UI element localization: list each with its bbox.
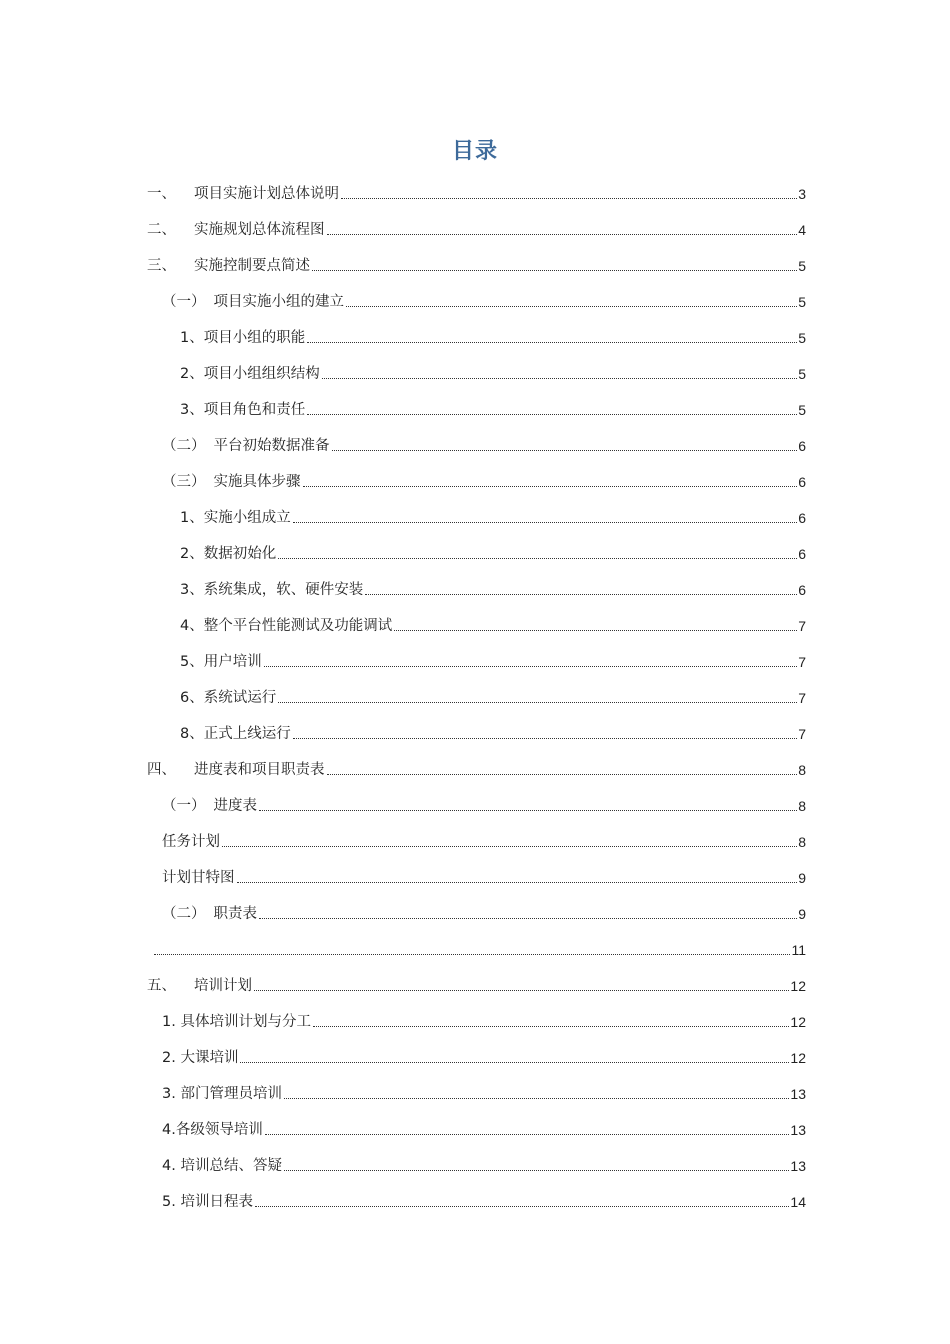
toc-entry-label: 4.各级领导培训 — [162, 1122, 263, 1138]
toc-entry[interactable] — [162, 792, 806, 816]
dot-leader — [278, 702, 797, 703]
toc-entry-label: 6、系统试运行 — [180, 690, 277, 706]
toc-entry-page: 12 — [790, 978, 806, 994]
toc-entry-page: 3 — [798, 186, 806, 202]
toc-entry[interactable] — [152, 936, 806, 960]
toc-entry-page: 8 — [798, 798, 806, 814]
toc-entry[interactable] — [147, 216, 806, 240]
toc-entry-label: 1. 具体培训计划与分工 — [162, 1014, 311, 1030]
dot-leader — [312, 270, 797, 271]
toc-entry[interactable] — [180, 396, 806, 420]
toc-entry-page: 13 — [790, 1158, 806, 1174]
dot-leader — [307, 342, 797, 343]
toc-entry-page: 7 — [798, 654, 806, 670]
dot-leader — [293, 738, 797, 739]
dot-leader — [284, 1098, 789, 1099]
toc-entry-label: 2、数据初始化 — [180, 546, 277, 562]
toc-entry-label: 3、系统集成，软、硬件安装 — [180, 582, 364, 598]
toc-entry[interactable] — [180, 648, 806, 672]
toc-entry-page: 6 — [798, 438, 806, 454]
toc-entry-label: 项目实施计划总体说明 — [194, 186, 339, 202]
toc-entry[interactable] — [162, 1188, 806, 1212]
toc-entry-number: （一） — [162, 798, 206, 814]
toc-entry-page: 14 — [790, 1194, 806, 1210]
toc-entry-page: 12 — [790, 1050, 806, 1066]
toc-entry[interactable] — [162, 432, 806, 456]
toc-entry-label: 5. 培训日程表 — [162, 1194, 253, 1210]
toc-entry[interactable] — [162, 1044, 806, 1068]
toc-entry[interactable] — [180, 540, 806, 564]
toc-entry-page: 13 — [790, 1122, 806, 1138]
toc-entry[interactable] — [162, 828, 806, 852]
toc-entry-page: 9 — [798, 870, 806, 886]
dot-leader — [346, 306, 797, 307]
dot-leader — [264, 666, 797, 667]
dot-leader — [327, 234, 798, 235]
toc-entry-page: 7 — [798, 726, 806, 742]
toc-entry-label: 实施规划总体流程图 — [194, 222, 325, 238]
toc-entry-page: 5 — [798, 402, 806, 418]
dot-leader — [341, 198, 797, 199]
dot-leader — [327, 774, 798, 775]
dot-leader — [259, 918, 797, 919]
toc-entry-number: （二） — [162, 906, 206, 922]
dot-leader — [278, 558, 797, 559]
dot-leader — [259, 810, 797, 811]
toc-entry-page: 6 — [798, 510, 806, 526]
toc-entry[interactable] — [162, 468, 806, 492]
toc-entry-label: 职责表 — [213, 906, 257, 922]
toc-entry-page: 6 — [798, 474, 806, 490]
toc-entry-page: 9 — [798, 906, 806, 922]
toc-entry-page: 8 — [798, 834, 806, 850]
toc-entry-label: 任务计划 — [162, 834, 220, 850]
toc-entry-page: 5 — [798, 294, 806, 310]
toc-entry-label: 实施控制要点简述 — [194, 258, 310, 274]
dot-leader — [332, 450, 798, 451]
toc-entry-page: 13 — [790, 1086, 806, 1102]
toc-entry-label: 实施具体步骤 — [213, 474, 301, 490]
toc-entry-number: 一、 — [147, 186, 176, 202]
toc-entry-number: 三、 — [147, 258, 176, 274]
toc-entry-label: 2. 大课培训 — [162, 1050, 239, 1066]
toc-entry[interactable] — [180, 684, 806, 708]
toc-entry-number: 五、 — [147, 978, 176, 994]
toc-entry-label: 2、项目小组组织结构 — [180, 366, 320, 382]
toc-entry[interactable] — [180, 360, 806, 384]
toc-entry-label: 平台初始数据准备 — [213, 438, 330, 454]
toc-entry-page: 12 — [790, 1014, 806, 1030]
toc-entry-label: 项目实施小组的建立 — [213, 294, 344, 310]
toc-entry-page: 8 — [798, 762, 806, 778]
toc-entry-label: 培训计划 — [194, 978, 252, 994]
toc-entry-label: 计划甘特图 — [162, 870, 235, 886]
toc-entry-label: 5、用户培训 — [180, 654, 262, 670]
toc-entry[interactable] — [162, 900, 806, 924]
dot-leader — [255, 1206, 789, 1207]
toc-title: 目录 — [451, 139, 498, 164]
dot-leader — [265, 1134, 790, 1135]
toc-entry-label: 4. 培训总结、答疑 — [162, 1158, 282, 1174]
dot-leader — [222, 846, 797, 847]
toc-entry[interactable] — [147, 756, 806, 780]
toc-entry[interactable] — [162, 1116, 806, 1140]
toc-entry-number: （二） — [162, 438, 206, 454]
toc-entry-page: 4 — [798, 222, 806, 238]
dot-leader — [322, 378, 797, 379]
toc-entry-page: 5 — [798, 258, 806, 274]
dot-leader — [240, 1062, 789, 1063]
toc-entry[interactable] — [180, 720, 806, 744]
dot-leader — [394, 630, 797, 631]
toc-entry-label: 进度表和项目职责表 — [194, 762, 325, 778]
toc-entry[interactable] — [162, 864, 806, 888]
toc-entry-number: 四、 — [147, 762, 176, 778]
toc-entry[interactable] — [162, 1080, 806, 1104]
dot-leader — [237, 882, 798, 883]
dot-leader — [307, 414, 797, 415]
toc-entry-number: （三） — [162, 474, 206, 490]
toc-entry-number: 二、 — [147, 222, 176, 238]
dot-leader — [313, 1026, 789, 1027]
dot-leader — [303, 486, 798, 487]
toc-entry-page: 5 — [798, 366, 806, 382]
toc-entry-label: 1、项目小组的职能 — [180, 330, 306, 346]
dot-leader — [365, 594, 797, 595]
toc-entry-label: 3、项目角色和责任 — [180, 402, 306, 418]
toc-entry[interactable] — [180, 504, 806, 528]
toc-entry[interactable] — [147, 252, 806, 276]
toc-entry-label: 1、实施小组成立 — [180, 510, 291, 526]
toc-entry-page: 5 — [798, 330, 806, 346]
toc-entry-label: 8、正式上线运行 — [180, 726, 291, 742]
toc-entry[interactable] — [147, 180, 806, 204]
toc-entry[interactable] — [147, 972, 806, 996]
toc-entry-label: 4、整个平台性能测试及功能调试 — [180, 618, 393, 634]
toc-entry[interactable] — [180, 576, 806, 600]
toc-entry-page: 11 — [791, 942, 806, 958]
dot-leader — [293, 522, 797, 523]
toc-entry-page: 7 — [798, 690, 806, 706]
toc-entry[interactable] — [180, 612, 806, 636]
toc-entry-page: 6 — [798, 582, 806, 598]
dot-leader — [154, 954, 790, 955]
toc-entry[interactable] — [180, 324, 806, 348]
toc-entry-page: 7 — [798, 618, 806, 634]
toc-entry[interactable] — [162, 1008, 806, 1032]
toc-entry[interactable] — [162, 288, 806, 312]
toc-entry-page: 6 — [798, 546, 806, 562]
toc-entry-label: 进度表 — [213, 798, 257, 814]
dot-leader — [254, 990, 789, 991]
dot-leader — [284, 1170, 789, 1171]
toc-entry-number: （一） — [162, 294, 206, 310]
toc-entry[interactable] — [162, 1152, 806, 1176]
toc-entry-label: 3. 部门管理员培训 — [162, 1086, 282, 1102]
